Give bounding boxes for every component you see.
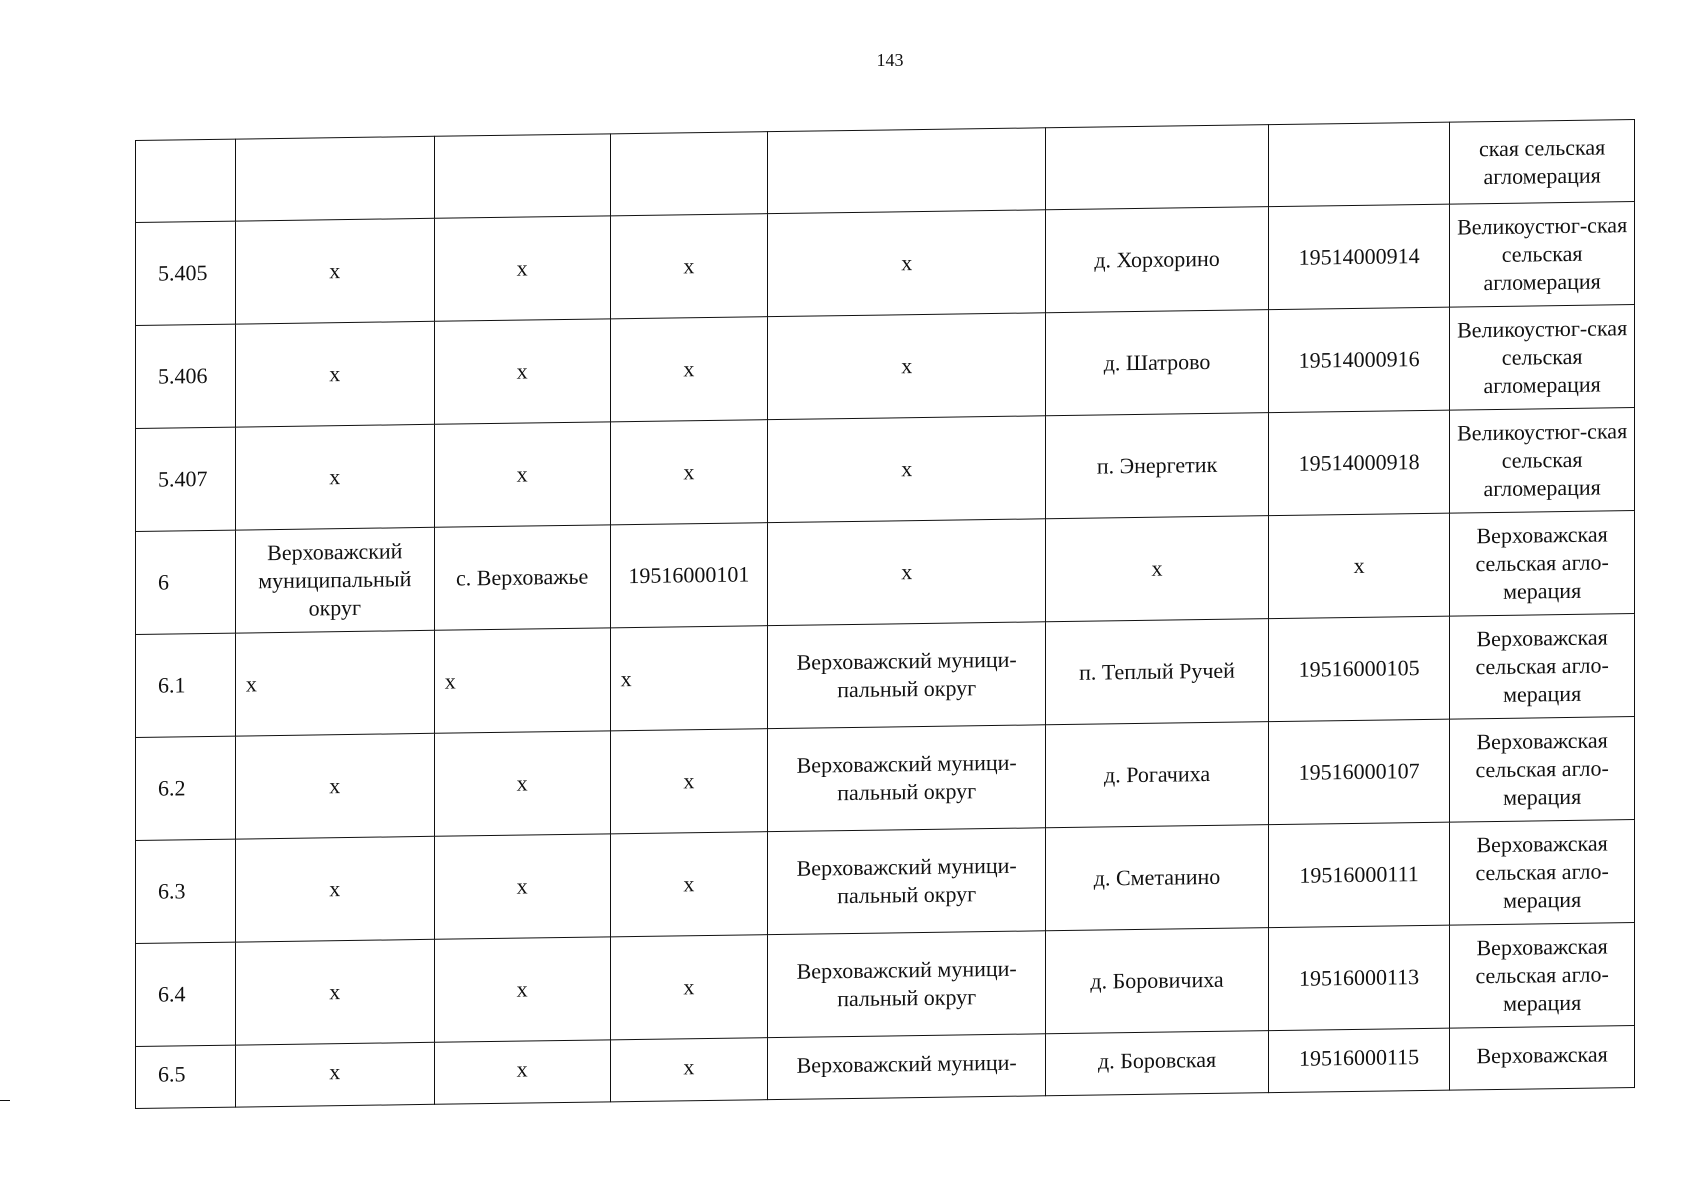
cell-c3: х	[434, 1040, 610, 1104]
cell-c4: х	[610, 832, 768, 937]
margin-mark	[0, 1100, 10, 1101]
cell-c2: х	[235, 836, 434, 942]
cell-code: 19514000914	[1268, 204, 1449, 310]
cell-c4: х	[610, 729, 768, 834]
cell-code	[1268, 122, 1449, 207]
cell-c3: с. Верховажье	[434, 525, 610, 630]
cell-agglomeration: Верховажская сельская агло-мерация	[1450, 511, 1635, 617]
cell-c3: х	[434, 937, 610, 1042]
cell-num: 6.1	[136, 633, 236, 737]
cell-c2: х	[235, 424, 434, 530]
cell-c3: х	[434, 731, 610, 836]
cell-code: 19514000916	[1268, 307, 1449, 413]
cell-c2: х	[235, 321, 434, 427]
cell-agglomeration: Великоустюг-ская сельская агломерация	[1450, 202, 1635, 308]
settlements-table-wrapper	[135, 119, 1635, 1109]
cell-agglomeration: Великоустюг-ская сельская агломерация	[1450, 305, 1635, 411]
cell-num: 6.2	[136, 736, 236, 840]
cell-c5: Верховажский муници-пальный округ	[768, 931, 1046, 1038]
cell-c2: х	[235, 1042, 434, 1107]
cell-c5: х	[768, 313, 1046, 420]
cell-settlement: д. Боровичиха	[1046, 928, 1269, 1034]
cell-c2	[235, 136, 434, 221]
cell-c4: х	[610, 935, 768, 1040]
cell-c2: х	[235, 630, 434, 736]
cell-num: 5.407	[136, 427, 236, 531]
cell-c4	[610, 132, 768, 216]
cell-c4: х	[610, 214, 768, 319]
cell-agglomeration: Верховажская сельская агло-мерация	[1450, 717, 1635, 823]
cell-c5: х	[768, 210, 1046, 317]
cell-c4: х	[610, 1038, 768, 1102]
cell-num: 6.3	[136, 839, 236, 943]
cell-c5	[768, 128, 1046, 214]
cell-code: 19516000105	[1268, 616, 1449, 722]
cell-c5: Верховажский муници-пальный округ	[768, 725, 1046, 832]
cell-code: 19516000111	[1268, 822, 1449, 928]
cell-num: 6	[136, 530, 236, 634]
cell-code: 19514000918	[1268, 410, 1449, 516]
cell-settlement: п. Теплый Ручей	[1046, 619, 1269, 725]
cell-settlement: д. Шатрово	[1046, 310, 1269, 416]
cell-agglomeration: Верховажская	[1450, 1026, 1635, 1091]
cell-c4: 19516000101	[610, 523, 768, 628]
cell-c5: Верховажский муници-пальный округ	[768, 622, 1046, 729]
cell-agglomeration: ская сельская агломерация	[1450, 120, 1635, 205]
cell-c2: Верховажский муниципальный округ	[235, 527, 434, 633]
cell-c3: х	[434, 319, 610, 424]
cell-settlement	[1046, 125, 1269, 210]
cell-c3: х	[434, 834, 610, 939]
cell-c2: х	[235, 733, 434, 839]
cell-c4: х	[610, 420, 768, 525]
cell-code: 19516000107	[1268, 719, 1449, 825]
cell-c5: Верховажский муници-пальный округ	[768, 828, 1046, 935]
cell-c3: х	[434, 216, 610, 321]
cell-num: 5.406	[136, 324, 236, 428]
settlements-table	[135, 119, 1635, 1109]
cell-code: 19516000113	[1268, 925, 1449, 1031]
cell-settlement: х	[1046, 516, 1269, 622]
cell-agglomeration: Верховажская сельская агло-мерация	[1450, 614, 1635, 720]
cell-settlement: д. Рогачиха	[1046, 722, 1269, 828]
cell-agglomeration: Великоустюг-ская сельская агломерация	[1450, 408, 1635, 514]
cell-num: 5.405	[136, 221, 236, 325]
cell-settlement: д. Хорхорино	[1046, 207, 1269, 313]
cell-code: х	[1268, 513, 1449, 619]
cell-num: 6.5	[136, 1045, 236, 1108]
cell-num	[136, 139, 236, 222]
cell-c3: х	[434, 628, 610, 733]
cell-c4: х	[610, 317, 768, 422]
cell-settlement: п. Энергетик	[1046, 413, 1269, 519]
cell-c4: х	[610, 626, 768, 731]
cell-c5: х	[768, 519, 1046, 626]
cell-settlement: д. Боровская	[1046, 1031, 1269, 1096]
cell-agglomeration: Верховажская сельская агло-мерация	[1450, 820, 1635, 926]
cell-num: 6.4	[136, 942, 236, 1046]
cell-c5: Верховажский муници-	[768, 1034, 1046, 1100]
cell-c3	[434, 134, 610, 218]
cell-c3: х	[434, 422, 610, 527]
cell-settlement: д. Сметанино	[1046, 825, 1269, 931]
cell-c2: х	[235, 218, 434, 324]
cell-c5: х	[768, 416, 1046, 523]
cell-c2: х	[235, 939, 434, 1045]
page-number: 143	[876, 50, 904, 70]
cell-agglomeration: Верховажская сельская агло-мерация	[1450, 923, 1635, 1029]
cell-code: 19516000115	[1268, 1028, 1449, 1093]
